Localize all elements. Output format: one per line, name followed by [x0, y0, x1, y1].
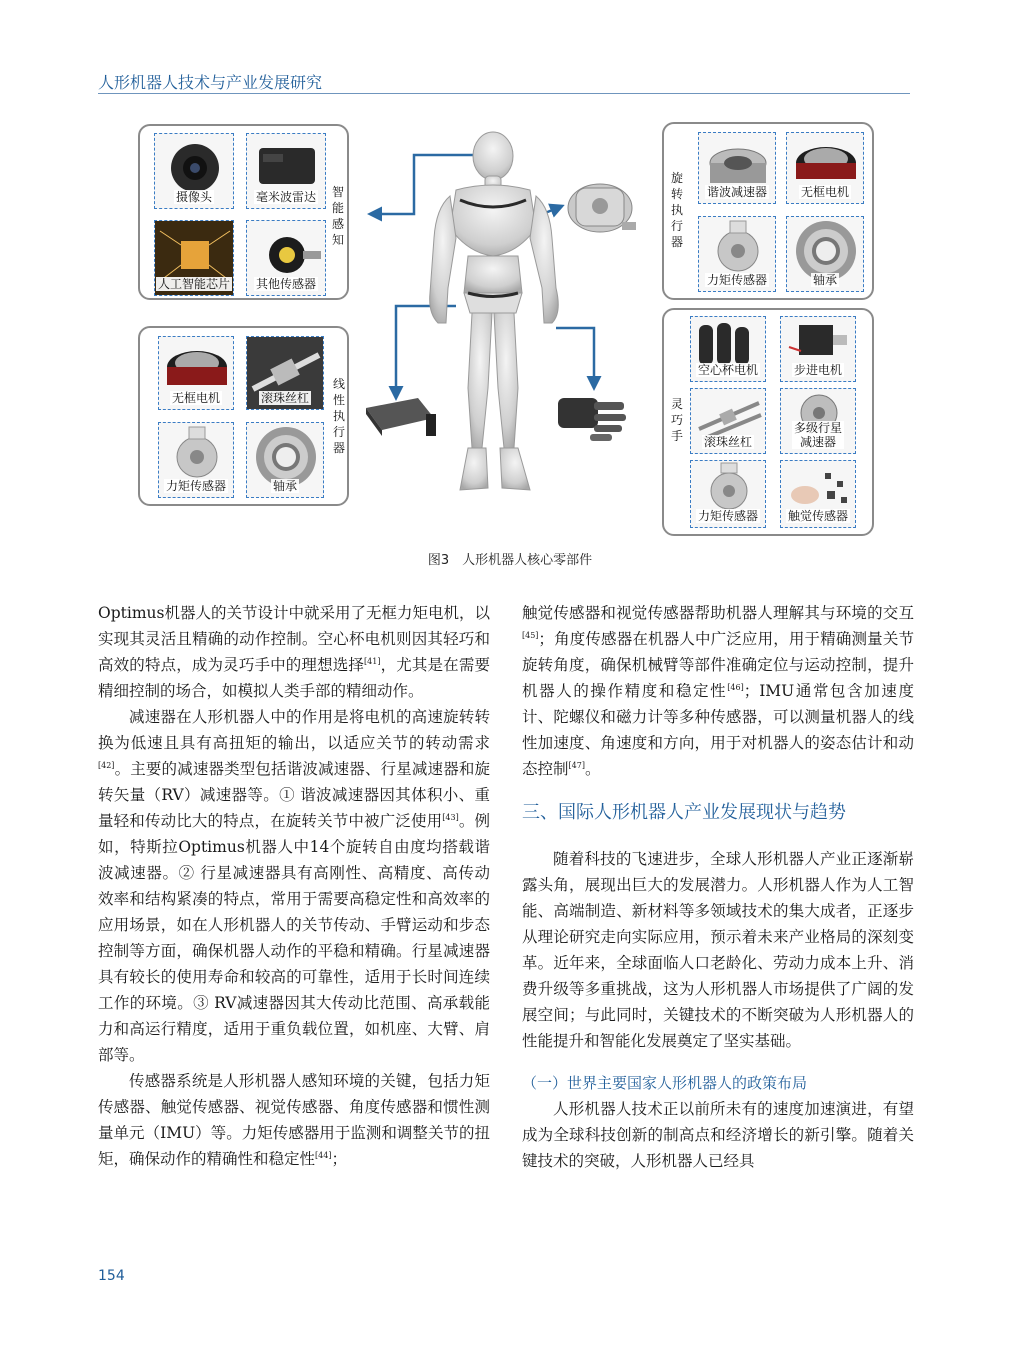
tile-rotary-frameless-motor [786, 132, 864, 204]
right-p1-text-a: 触觉传感器和视觉传感器帮助机器人理解其与环境的交互 [522, 604, 914, 622]
tile-ai-chip [154, 220, 234, 296]
section-title: 三、国际人形机器人产业发展现状与趋势 [522, 802, 846, 823]
left-column [98, 600, 490, 1172]
tile-camera-label: 摄像头 [175, 190, 212, 204]
page-number: 154 [98, 1268, 125, 1284]
tile-coreless-motor [690, 316, 766, 382]
left-p1-text-a: Optimus机器人的关节设计中就采用了无框力矩电机，以实现其灵活且精确的动作控制。空心杯电机则因其轻巧和高效的特点，成为灵巧手中的理想选择 [98, 604, 490, 674]
perception-box [138, 124, 349, 300]
tile-camera [154, 133, 234, 209]
tile-linear-frameless-motor-label: 无框电机 [171, 391, 220, 405]
running-head-title: 人形机器人技术与产业发展研究 [98, 73, 323, 92]
left-p2-text-c: 。例如，特斯拉Optimus机器人中14个旋转自由度均搭载谐波减速器。② 行星减速器具有高刚性、高精度、高传动效率和结构紧凑的特点，常用于需要高稳定性和高效率的应用场景，如在人形机器人的关节传动、手臂运动和步态控制等方面，确保机器人动作的平稳和精确。行星减速器具有较长的使用寿命和较高的可靠性，适用于长时间连续工作的环境。③ RV减速器因其大传动比范围、高承载能力和高运行精度，适用于重负载位置，如机座、大臂、肩部等。 [98, 812, 490, 1064]
tile-rotary-torque-sensor-label: 力矩传感器 [706, 273, 767, 287]
tile-linear-frameless-motor [158, 336, 234, 410]
left-p2-text-a: 减速器在人形机器人中的作用是将电机的高速旋转转换为低速且具有高扭矩的输出，以适应关节的转动需求 [98, 708, 490, 752]
tile-hand-torque-sensor [690, 460, 766, 528]
right-p1-text-c: ；IMU通常包含加速度计、陀螺仪和磁力计等多种传感器，可以测量机器人的线性加速度、角速度和方向，用于对机器人的姿态估计和动态控制 [522, 682, 914, 778]
header-rule [98, 93, 910, 94]
left-p3-text-a: 传感器系统是人形机器人感知环境的关键，包括力矩传感器、触觉传感器、视觉传感器、角度传感器和惯性测量单元（IMU）等。力矩传感器用于监测和调整关节的扭矩，确保动作的精确性和稳定性 [98, 1072, 490, 1168]
citation-44: [44] [315, 1150, 332, 1160]
figure-core-components [138, 118, 876, 540]
tile-linear-bearing [246, 422, 324, 498]
figure-caption: 图3 人形机器人核心零部件 [427, 553, 593, 568]
citation-43: [43] [442, 812, 459, 822]
arrow-to-linear [396, 306, 456, 398]
dexterous-hand-box [662, 308, 874, 536]
rotary-actuator-box-title: 旋转执行器 [670, 171, 683, 249]
left-p3-text-b: ； [331, 1150, 347, 1168]
tile-ai-chip-label: 人工智能芯片 [157, 277, 230, 291]
tile-rotary-frameless-motor-label: 无框电机 [800, 185, 849, 199]
left-paragraph-2 [98, 704, 490, 1068]
linear-actuator-product [366, 398, 436, 436]
citation-41: [41] [364, 656, 381, 666]
citation-47: [47] [568, 760, 585, 770]
tile-harmonic-reducer-label: 谐波减速器 [706, 185, 767, 199]
right-column [522, 600, 914, 1174]
subsection-title: （一）世界主要国家人形机器人的政策布局 [522, 1074, 808, 1092]
tile-hand-torque-sensor-label: 力矩传感器 [697, 509, 758, 523]
tile-tactile-sensor-label: 触觉传感器 [787, 509, 848, 523]
tile-linear-ball-screw-label: 滚珠丝杠 [260, 391, 309, 405]
left-p2-text-b: 。主要的减速器类型包括谐波减速器、行星减速器和旋转矢量（RV）减速器等。① 谐波减速器因其体积小、重量轻和传动比大的特点，在旋转关节中被广泛使用 [98, 760, 490, 830]
tile-hand-ball-screw-label: 滚珠丝杠 [703, 435, 752, 449]
right-paragraph-3: 人形机器人技术正以前所未有的速度加速演进，有望成为全球科技创新的制高点和经济增长的新引擎。随着关键技术的突破，人形机器人已经具 [522, 1100, 914, 1170]
tile-other-sensors-label: 其他传感器 [255, 277, 316, 291]
humanoid-robot [430, 132, 559, 490]
tile-other-sensors [246, 220, 326, 296]
right-paragraph-1 [522, 600, 914, 782]
tile-stepper-motor-label: 步进电机 [793, 363, 842, 377]
tile-rotary-bearing-label: 轴承 [812, 273, 837, 287]
tile-linear-bearing-label: 轴承 [272, 479, 297, 493]
dexterous-hand-product [558, 398, 626, 441]
tile-coreless-motor-label: 空心杯电机 [697, 363, 758, 377]
perception-box-title: 智能感知 [331, 185, 344, 247]
tile-mmwave-radar [246, 133, 326, 209]
dexterous-hand-box-title: 灵巧手 [670, 397, 683, 443]
right-paragraph-2: 随着科技的飞速进步，全球人形机器人产业正逐渐崭露头角，展现出巨大的发展潜力。人形机器人作为人工智能、高端制造、新材料等多领域技术的集大成者，正逐步从理论研究走向实际应用，预示着未来产业格局的深刻变革。近年来，全球面临人口老龄化、劳动力成本上升、消费升级等多重挑战，这为人形机器人市场提供了广阔的发展空间；与此同时，关键技术的不断突破为人形机器人的性能提升和智能化发展奠定了坚实基础。 [522, 850, 914, 1050]
citation-45: [45] [522, 630, 539, 640]
tile-multistage-planetary-reducer [780, 388, 856, 454]
left-p1-text-b: ，尤其是在需要精细控制的场合，如模拟人类手部的精细动作。 [98, 656, 490, 700]
left-paragraph-3 [98, 1068, 490, 1172]
citation-46: [46] [727, 682, 744, 692]
tile-stepper-motor [780, 316, 856, 382]
tile-hand-ball-screw [690, 388, 766, 454]
tile-mmwave-radar-label: 毫米波雷达 [255, 190, 316, 204]
rotary-actuator-product [568, 184, 636, 232]
tile-multistage-planetary-reducer-label: 多级行星减速器 [794, 421, 843, 449]
tile-harmonic-reducer [698, 132, 776, 204]
tile-rotary-bearing [786, 216, 864, 292]
linear-actuator-box-title: 线性执行器 [332, 377, 345, 455]
tile-rotary-torque-sensor [698, 216, 776, 292]
left-paragraph-1 [98, 600, 490, 704]
rotary-actuator-box [662, 122, 874, 300]
tile-linear-ball-screw [246, 336, 324, 410]
tile-tactile-sensor [780, 460, 856, 528]
tile-linear-torque-sensor-label: 力矩传感器 [165, 479, 226, 493]
arrow-to-hand [556, 328, 594, 388]
citation-42: [42] [98, 760, 115, 770]
right-p1-text-b: ；角度传感器在机器人中广泛应用，用于精确测量关节旋转角度，确保机械臂等部件准确定位与运动控制，提升机器人的操作精度和稳定性 [522, 630, 914, 700]
linear-actuator-box [138, 326, 349, 506]
tile-linear-torque-sensor [158, 422, 234, 498]
right-p1-text-d: 。 [584, 760, 601, 778]
